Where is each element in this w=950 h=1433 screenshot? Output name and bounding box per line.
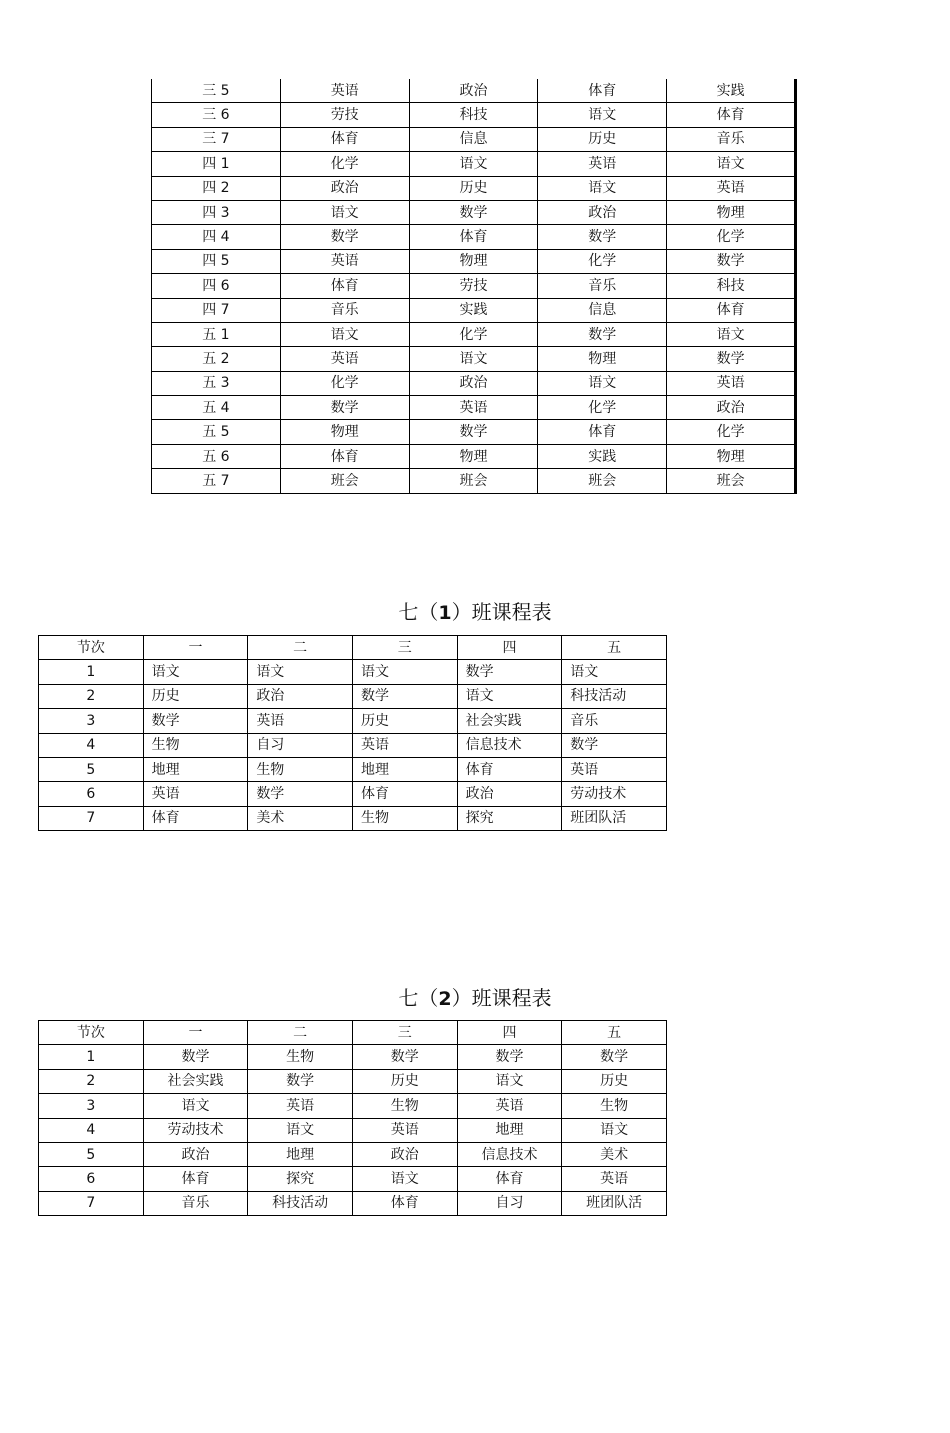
period-cell: 四 7 bbox=[152, 298, 281, 322]
subject-cell: 体育 bbox=[667, 298, 796, 322]
subject-cell: 体育 bbox=[538, 79, 667, 103]
subject-cell: 历史 bbox=[409, 176, 538, 200]
period-cell: 2 bbox=[39, 1069, 144, 1093]
table-row bbox=[152, 420, 796, 444]
column-header: 一 bbox=[143, 1021, 248, 1045]
table-row bbox=[152, 152, 796, 176]
table-row bbox=[39, 684, 667, 708]
period-cell: 7 bbox=[39, 806, 144, 830]
subject-cell: 化学 bbox=[280, 371, 409, 395]
subject-cell: 地理 bbox=[352, 757, 457, 781]
class-2-schedule-table bbox=[38, 1020, 667, 1216]
subject-cell: 英语 bbox=[143, 782, 248, 806]
subject-cell: 科技 bbox=[409, 103, 538, 127]
subject-cell: 政治 bbox=[409, 79, 538, 103]
period-cell: 4 bbox=[39, 733, 144, 757]
subject-cell: 化学 bbox=[667, 225, 796, 249]
subject-cell: 语文 bbox=[667, 152, 796, 176]
schedule-table-continued bbox=[151, 79, 797, 494]
table-row bbox=[152, 200, 796, 224]
period-cell: 四 5 bbox=[152, 249, 281, 273]
subject-cell: 生物 bbox=[248, 757, 353, 781]
subject-cell: 英语 bbox=[538, 152, 667, 176]
table-row bbox=[39, 709, 667, 733]
subject-cell: 探究 bbox=[248, 1167, 353, 1191]
subject-cell: 地理 bbox=[457, 1118, 562, 1142]
subject-cell: 数学 bbox=[280, 396, 409, 420]
table-row bbox=[39, 1142, 667, 1166]
subject-cell: 体育 bbox=[352, 782, 457, 806]
period-cell: 五 4 bbox=[152, 396, 281, 420]
subject-cell: 英语 bbox=[248, 709, 353, 733]
subject-cell: 政治 bbox=[280, 176, 409, 200]
subject-cell: 生物 bbox=[143, 733, 248, 757]
subject-cell: 科技活动 bbox=[562, 684, 667, 708]
table-row bbox=[152, 176, 796, 200]
subject-cell: 政治 bbox=[143, 1142, 248, 1166]
table-row bbox=[39, 757, 667, 781]
subject-cell: 语文 bbox=[280, 322, 409, 346]
subject-cell: 政治 bbox=[538, 200, 667, 224]
period-cell: 三 5 bbox=[152, 79, 281, 103]
subject-cell: 信息 bbox=[538, 298, 667, 322]
subject-cell: 语文 bbox=[409, 152, 538, 176]
subject-cell: 体育 bbox=[457, 1167, 562, 1191]
subject-cell: 物理 bbox=[409, 444, 538, 468]
subject-cell: 语文 bbox=[562, 660, 667, 684]
subject-cell: 科技 bbox=[667, 274, 796, 298]
column-header: 三 bbox=[352, 636, 457, 660]
period-cell: 五 7 bbox=[152, 469, 281, 493]
period-cell: 5 bbox=[39, 1142, 144, 1166]
subject-cell: 数学 bbox=[352, 684, 457, 708]
subject-cell: 数学 bbox=[409, 200, 538, 224]
subject-cell: 数学 bbox=[667, 249, 796, 273]
subject-cell: 英语 bbox=[457, 1094, 562, 1118]
subject-cell: 数学 bbox=[280, 225, 409, 249]
subject-cell: 地理 bbox=[248, 1142, 353, 1166]
table-row bbox=[152, 347, 796, 371]
subject-cell: 实践 bbox=[667, 79, 796, 103]
subject-cell: 数学 bbox=[562, 733, 667, 757]
subject-cell: 劳动技术 bbox=[143, 1118, 248, 1142]
subject-cell: 语文 bbox=[143, 1094, 248, 1118]
table-row bbox=[152, 469, 796, 493]
subject-cell: 语文 bbox=[352, 660, 457, 684]
column-header: 五 bbox=[562, 1021, 667, 1045]
subject-cell: 数学 bbox=[538, 225, 667, 249]
subject-cell: 语文 bbox=[562, 1118, 667, 1142]
subject-cell: 体育 bbox=[280, 444, 409, 468]
subject-cell: 生物 bbox=[562, 1094, 667, 1118]
column-header: 四 bbox=[457, 1021, 562, 1045]
table-row bbox=[39, 733, 667, 757]
period-cell: 7 bbox=[39, 1191, 144, 1215]
subject-cell: 实践 bbox=[409, 298, 538, 322]
table-row bbox=[39, 1167, 667, 1191]
table-row bbox=[39, 1191, 667, 1215]
period-cell: 6 bbox=[39, 782, 144, 806]
table-row bbox=[39, 782, 667, 806]
subject-cell: 历史 bbox=[352, 709, 457, 733]
subject-cell: 语文 bbox=[280, 200, 409, 224]
table-row bbox=[152, 298, 796, 322]
subject-cell: 数学 bbox=[352, 1045, 457, 1069]
column-header: 四 bbox=[457, 636, 562, 660]
subject-cell: 体育 bbox=[280, 127, 409, 151]
subject-cell: 地理 bbox=[143, 757, 248, 781]
subject-cell: 数学 bbox=[457, 660, 562, 684]
period-cell: 2 bbox=[39, 684, 144, 708]
period-cell: 五 3 bbox=[152, 371, 281, 395]
period-cell: 4 bbox=[39, 1118, 144, 1142]
table-row bbox=[152, 444, 796, 468]
subject-cell: 政治 bbox=[248, 684, 353, 708]
subject-cell: 音乐 bbox=[280, 298, 409, 322]
column-header: 节次 bbox=[39, 1021, 144, 1045]
subject-cell: 体育 bbox=[409, 225, 538, 249]
subject-cell: 英语 bbox=[280, 249, 409, 273]
column-header: 节次 bbox=[39, 636, 144, 660]
period-cell: 四 2 bbox=[152, 176, 281, 200]
subject-cell: 化学 bbox=[538, 249, 667, 273]
column-header: 一 bbox=[143, 636, 248, 660]
column-header: 五 bbox=[562, 636, 667, 660]
period-cell: 1 bbox=[39, 660, 144, 684]
period-cell: 1 bbox=[39, 1045, 144, 1069]
subject-cell: 英语 bbox=[667, 176, 796, 200]
subject-cell: 体育 bbox=[352, 1191, 457, 1215]
subject-cell: 劳动技术 bbox=[562, 782, 667, 806]
subject-cell: 历史 bbox=[538, 127, 667, 151]
subject-cell: 英语 bbox=[280, 79, 409, 103]
table-row bbox=[152, 79, 796, 103]
subject-cell: 语文 bbox=[248, 1118, 353, 1142]
table-header-row bbox=[39, 1021, 667, 1045]
subject-cell: 英语 bbox=[667, 371, 796, 395]
subject-cell: 数学 bbox=[667, 347, 796, 371]
subject-cell: 信息技术 bbox=[457, 1142, 562, 1166]
period-cell: 五 6 bbox=[152, 444, 281, 468]
subject-cell: 体育 bbox=[143, 1167, 248, 1191]
subject-cell: 数学 bbox=[143, 709, 248, 733]
table-row bbox=[39, 660, 667, 684]
table-row bbox=[152, 322, 796, 346]
period-cell: 五 1 bbox=[152, 322, 281, 346]
subject-cell: 语文 bbox=[409, 347, 538, 371]
period-cell: 五 5 bbox=[152, 420, 281, 444]
subject-cell: 物理 bbox=[667, 444, 796, 468]
table-row bbox=[152, 127, 796, 151]
subject-cell: 物理 bbox=[409, 249, 538, 273]
subject-cell: 英语 bbox=[248, 1094, 353, 1118]
subject-cell: 语文 bbox=[248, 660, 353, 684]
period-cell: 四 6 bbox=[152, 274, 281, 298]
subject-cell: 美术 bbox=[562, 1142, 667, 1166]
subject-cell: 信息 bbox=[409, 127, 538, 151]
table-row bbox=[39, 1045, 667, 1069]
subject-cell: 英语 bbox=[280, 347, 409, 371]
subject-cell: 物理 bbox=[280, 420, 409, 444]
period-cell: 四 3 bbox=[152, 200, 281, 224]
period-cell: 6 bbox=[39, 1167, 144, 1191]
subject-cell: 体育 bbox=[538, 420, 667, 444]
period-cell: 三 7 bbox=[152, 127, 281, 151]
class-1-schedule-title: 七（1）班课程表 bbox=[398, 600, 552, 624]
subject-cell: 班会 bbox=[538, 469, 667, 493]
subject-cell: 物理 bbox=[667, 200, 796, 224]
subject-cell: 英语 bbox=[352, 733, 457, 757]
subject-cell: 语文 bbox=[457, 684, 562, 708]
subject-cell: 音乐 bbox=[667, 127, 796, 151]
subject-cell: 体育 bbox=[280, 274, 409, 298]
table-row bbox=[152, 274, 796, 298]
column-header: 二 bbox=[248, 1021, 353, 1045]
subject-cell: 音乐 bbox=[143, 1191, 248, 1215]
subject-cell: 音乐 bbox=[538, 274, 667, 298]
subject-cell: 生物 bbox=[248, 1045, 353, 1069]
table-header-row bbox=[39, 636, 667, 660]
table-row bbox=[39, 806, 667, 830]
period-cell: 四 4 bbox=[152, 225, 281, 249]
class-2-schedule-title: 七（2）班课程表 bbox=[398, 986, 552, 1010]
table-row bbox=[39, 1118, 667, 1142]
subject-cell: 美术 bbox=[248, 806, 353, 830]
subject-cell: 政治 bbox=[409, 371, 538, 395]
subject-cell: 数学 bbox=[248, 1069, 353, 1093]
subject-cell: 班会 bbox=[280, 469, 409, 493]
subject-cell: 劳技 bbox=[409, 274, 538, 298]
subject-cell: 体育 bbox=[457, 757, 562, 781]
subject-cell: 班会 bbox=[409, 469, 538, 493]
subject-cell: 生物 bbox=[352, 1094, 457, 1118]
subject-cell: 语文 bbox=[538, 371, 667, 395]
subject-cell: 化学 bbox=[538, 396, 667, 420]
subject-cell: 数学 bbox=[562, 1045, 667, 1069]
period-cell: 三 6 bbox=[152, 103, 281, 127]
subject-cell: 数学 bbox=[143, 1045, 248, 1069]
subject-cell: 英语 bbox=[409, 396, 538, 420]
subject-cell: 化学 bbox=[280, 152, 409, 176]
table-row bbox=[152, 249, 796, 273]
subject-cell: 历史 bbox=[352, 1069, 457, 1093]
subject-cell: 语文 bbox=[538, 103, 667, 127]
subject-cell: 英语 bbox=[562, 757, 667, 781]
subject-cell: 化学 bbox=[409, 322, 538, 346]
subject-cell: 劳技 bbox=[280, 103, 409, 127]
subject-cell: 政治 bbox=[667, 396, 796, 420]
subject-cell: 科技活动 bbox=[248, 1191, 353, 1215]
table-row bbox=[152, 225, 796, 249]
period-cell: 3 bbox=[39, 709, 144, 733]
subject-cell: 社会实践 bbox=[457, 709, 562, 733]
subject-cell: 自习 bbox=[248, 733, 353, 757]
period-cell: 3 bbox=[39, 1094, 144, 1118]
subject-cell: 政治 bbox=[457, 782, 562, 806]
period-cell: 四 1 bbox=[152, 152, 281, 176]
column-header: 二 bbox=[248, 636, 353, 660]
subject-cell: 班团队活 bbox=[562, 1191, 667, 1215]
subject-cell: 信息技术 bbox=[457, 733, 562, 757]
subject-cell: 体育 bbox=[143, 806, 248, 830]
subject-cell: 历史 bbox=[562, 1069, 667, 1093]
subject-cell: 数学 bbox=[409, 420, 538, 444]
subject-cell: 自习 bbox=[457, 1191, 562, 1215]
subject-cell: 数学 bbox=[248, 782, 353, 806]
class-1-schedule-table bbox=[38, 635, 667, 831]
subject-cell: 语文 bbox=[457, 1069, 562, 1093]
table-row bbox=[152, 396, 796, 420]
subject-cell: 班团队活 bbox=[562, 806, 667, 830]
subject-cell: 体育 bbox=[667, 103, 796, 127]
subject-cell: 英语 bbox=[562, 1167, 667, 1191]
subject-cell: 语文 bbox=[143, 660, 248, 684]
subject-cell: 生物 bbox=[352, 806, 457, 830]
subject-cell: 政治 bbox=[352, 1142, 457, 1166]
subject-cell: 探究 bbox=[457, 806, 562, 830]
subject-cell: 班会 bbox=[667, 469, 796, 493]
subject-cell: 实践 bbox=[538, 444, 667, 468]
subject-cell: 社会实践 bbox=[143, 1069, 248, 1093]
subject-cell: 历史 bbox=[143, 684, 248, 708]
subject-cell: 化学 bbox=[667, 420, 796, 444]
table-row bbox=[39, 1069, 667, 1093]
subject-cell: 语文 bbox=[352, 1167, 457, 1191]
subject-cell: 数学 bbox=[538, 322, 667, 346]
table-row bbox=[152, 371, 796, 395]
subject-cell: 语文 bbox=[667, 322, 796, 346]
table-row bbox=[152, 103, 796, 127]
subject-cell: 物理 bbox=[538, 347, 667, 371]
column-header: 三 bbox=[352, 1021, 457, 1045]
table-row bbox=[39, 1094, 667, 1118]
subject-cell: 音乐 bbox=[562, 709, 667, 733]
subject-cell: 数学 bbox=[457, 1045, 562, 1069]
period-cell: 5 bbox=[39, 757, 144, 781]
subject-cell: 语文 bbox=[538, 176, 667, 200]
subject-cell: 英语 bbox=[352, 1118, 457, 1142]
period-cell: 五 2 bbox=[152, 347, 281, 371]
